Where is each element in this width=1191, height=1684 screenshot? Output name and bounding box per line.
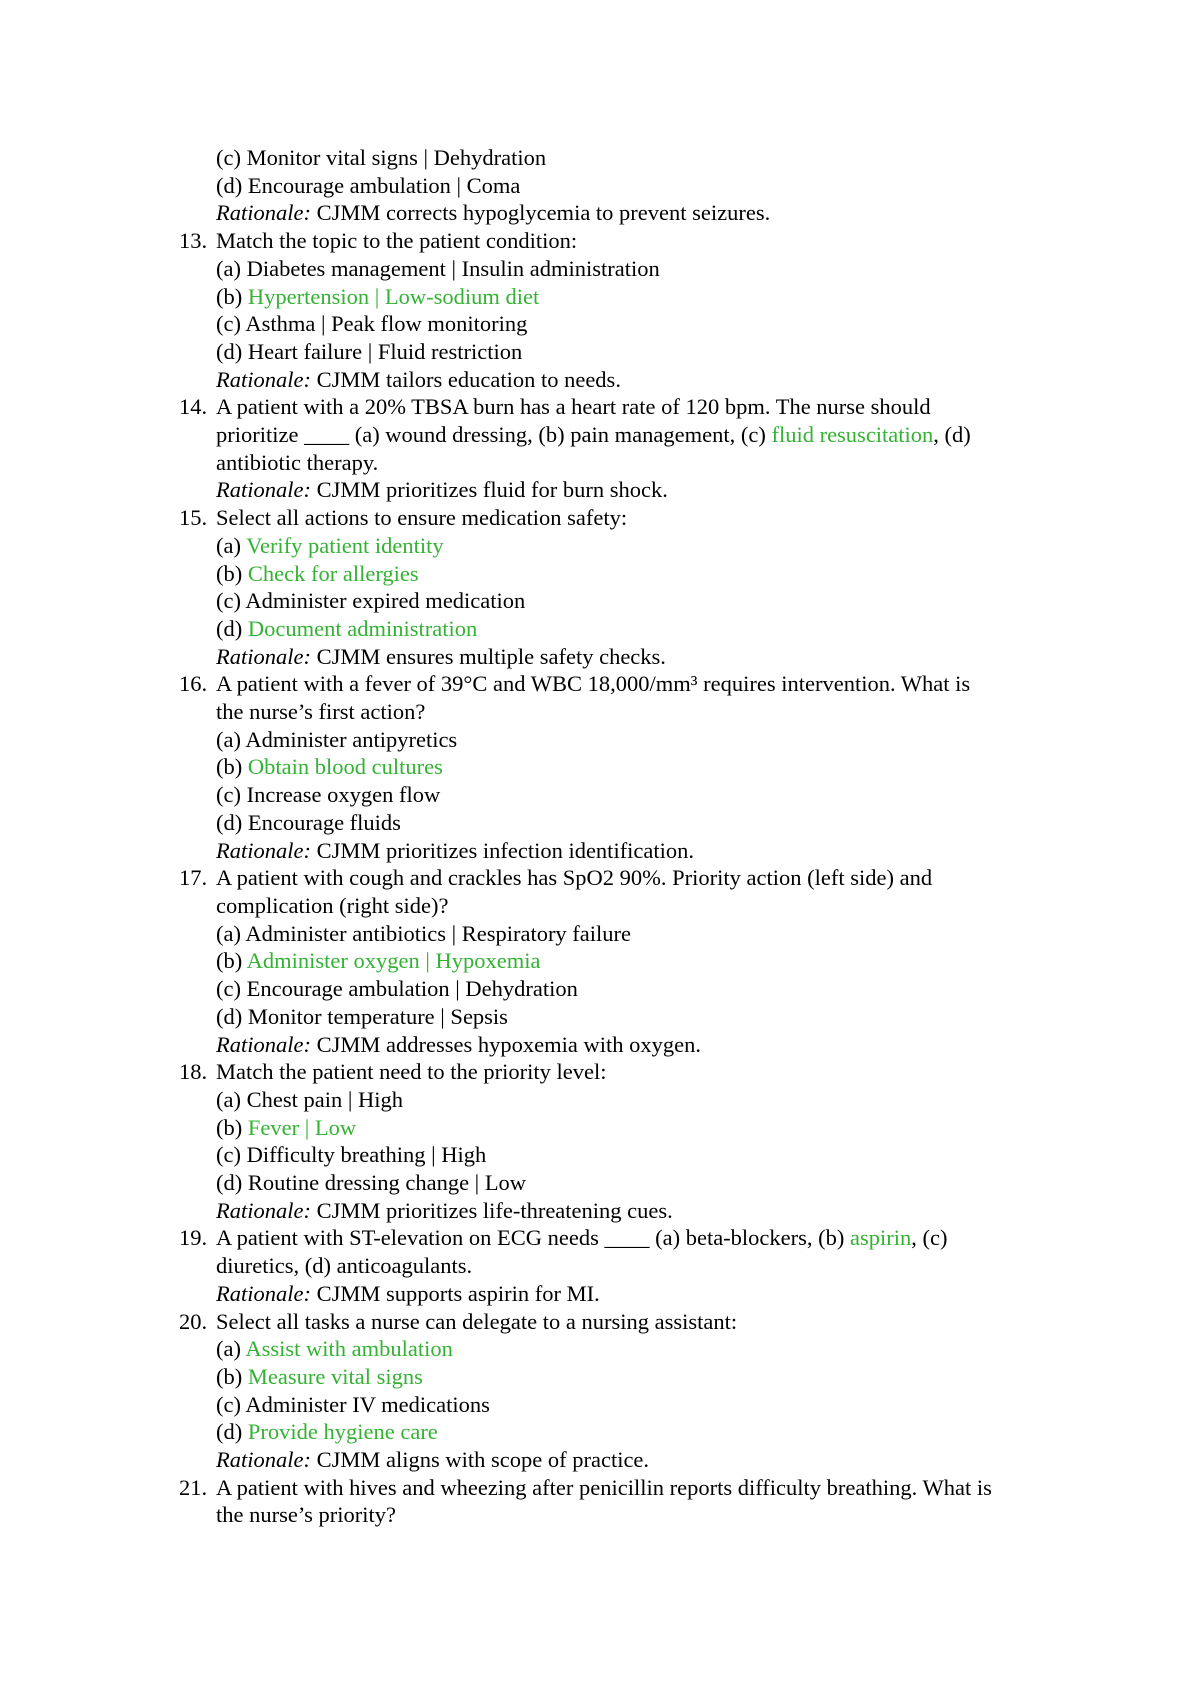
correct-answer: Assist with ambulation [245,1336,453,1362]
option-c: (c) Administer expired medication [216,588,526,614]
question-14: 14. A patient with a 20% TBSA burn has a heart rate of 120 bpm. The nurse should [179,394,931,420]
correct-answer: Measure vital signs [247,1363,423,1389]
question-16: 16. A patient with a fever of 39°C and WBC 18,000/mm³ requires intervention. What is [179,671,971,697]
question-number: 14. [179,394,208,420]
option-b: (b) Obtain blood cultures [216,754,443,780]
rationale: Rationale: CJMM prioritizes life-threatening cues. [216,1197,673,1223]
option-d: (d) Heart failure | Fluid restriction [216,338,523,364]
rationale: Rationale: CJMM aligns with scope of practice. [216,1447,650,1473]
question-14-line-2: prioritize ____ (a) wound dressing, (b) pain management, (c) fluid resuscitation, (d) [216,422,971,448]
option-d: (d) Document administration [216,615,478,641]
rationale: Rationale: CJMM supports aspirin for MI. [216,1280,600,1306]
correct-answer: Document administration [247,615,478,641]
question-19-line-2: diuretics, (d) anticoagulants. [216,1253,473,1279]
option-b: (b) Hypertension | Low-sodium diet [216,283,540,309]
question-number: 20. [179,1308,208,1334]
correct-answer: Provide hygiene care [247,1419,438,1445]
option-c: (c) Administer IV medications [216,1391,490,1417]
option-a: (a) Verify patient identity [216,532,444,558]
option-b: (b) Administer oxygen | Hypoxemia [216,948,541,974]
question-number: 17. [179,865,208,891]
question-number: 18. [179,1059,208,1085]
option-d: (d) Encourage fluids [216,809,401,835]
option-a: (a) Diabetes management | Insulin administration [216,255,660,281]
correct-answer: Fever | Low [247,1114,357,1140]
rationale: Rationale: CJMM prioritizes fluid for burn shock. [216,477,668,503]
question-14-line-3: antibiotic therapy. [216,449,379,475]
question-number: 21. [179,1474,208,1500]
question-15: 15. Select all actions to ensure medication safety: [179,505,628,531]
option-b: (b) Measure vital signs [216,1363,423,1389]
option-b: (b) Check for allergies [216,560,419,586]
question-13: 13. Match the topic to the patient condition: [179,228,578,254]
question-number: 19. [179,1225,208,1251]
option-a: (a) Chest pain | High [216,1086,403,1112]
option-a: (a) Administer antibiotics | Respiratory failure [216,920,632,946]
rationale: Rationale: CJMM prioritizes infection identification. [216,837,695,863]
rationale: Rationale: CJMM corrects hypoglycemia to prevent seizures. [216,200,771,226]
correct-answer: Administer oxygen | Hypoxemia [246,948,541,974]
option-d: (d) Monitor temperature | Sepsis [216,1003,508,1029]
option-a: (a) Assist with ambulation [216,1336,453,1362]
option-d: (d) Routine dressing change | Low [216,1170,527,1196]
question-19: 19. A patient with ST-elevation on ECG needs ____ (a) beta-blockers, (b) aspirin, (c) [179,1225,948,1251]
option-b: (b) Fever | Low [216,1114,357,1140]
correct-answer: fluid resuscitation [771,422,934,448]
option-c: (c) Difficulty breathing | High [216,1142,487,1168]
option-d: (d) Encourage ambulation | Coma [216,172,521,198]
question-16-line-2: the nurse’s first action? [216,699,426,725]
option-c: (c) Monitor vital signs | Dehydration [216,145,547,170]
correct-answer: Verify patient identity [246,532,444,558]
option-c: (c) Asthma | Peak flow monitoring [216,311,528,337]
question-number: 16. [179,671,208,697]
question-17-line-2: complication (right side)? [216,892,449,918]
question-number: 15. [179,505,208,531]
rationale: Rationale: CJMM addresses hypoxemia with oxygen. [216,1031,701,1057]
question-list [179,144,1059,1529]
option-c: (c) Increase oxygen flow [216,782,441,808]
question-20: 20. Select all tasks a nurse can delegate to a nursing assistant: [179,1308,738,1334]
question-18: 18. Match the patient need to the priority level: [179,1059,607,1085]
option-c: (c) Encourage ambulation | Dehydration [216,976,578,1002]
correct-answer: Check for allergies [247,560,419,586]
question-17: 17. A patient with cough and crackles has SpO2 90%. Priority action (left side) and [179,865,933,891]
correct-answer: aspirin [850,1225,912,1251]
option-a: (a) Administer antipyretics [216,726,458,752]
question-number: 13. [179,228,208,254]
option-d: (d) Provide hygiene care [216,1419,438,1445]
correct-answer: Obtain blood cultures [247,754,443,780]
question-21-line-2: the nurse’s priority? [216,1502,396,1528]
question-21: 21. A patient with hives and wheezing after penicillin reports difficulty breathing. What is [179,1474,992,1500]
rationale: Rationale: CJMM ensures multiple safety checks. [216,643,666,669]
rationale: Rationale: CJMM tailors education to needs. [216,366,621,392]
correct-answer: Hypertension | Low-sodium diet [247,283,540,309]
